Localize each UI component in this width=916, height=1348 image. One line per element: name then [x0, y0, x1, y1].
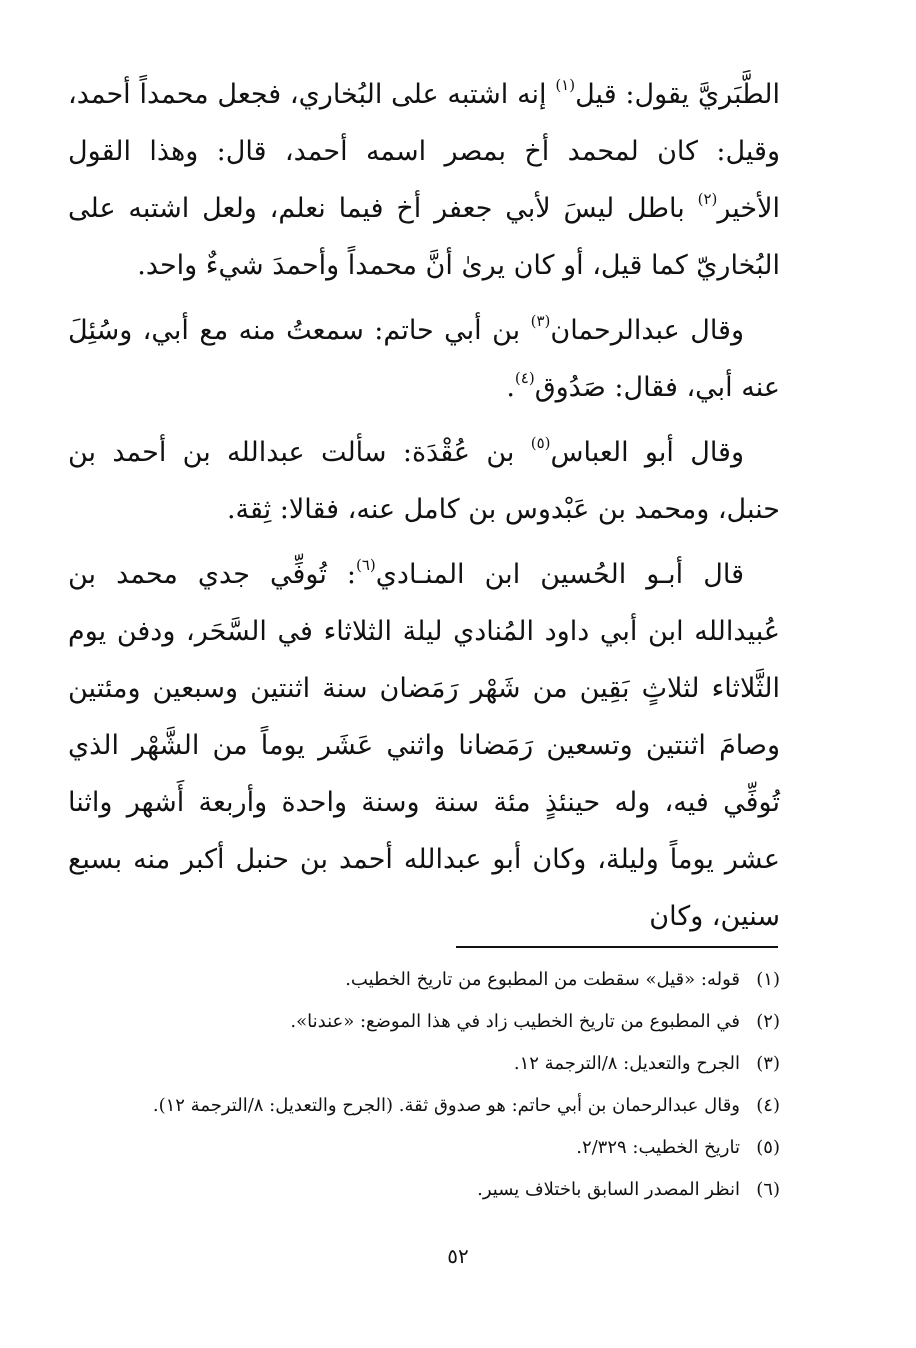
paragraph — [68, 302, 780, 416]
footnote-marker: (٦) — [356, 556, 376, 574]
footnote-number: (٥) — [756, 1137, 780, 1158]
footnote-number: (٤) — [756, 1095, 780, 1116]
footnote-marker: (١) — [555, 76, 576, 94]
text-run: بن عُقْدَة: سألت عبدالله بن أحمد بن حنبل، ومحمد بن عَبْدوس بن كامل عنه، فقالا: ثِقة. — [68, 437, 780, 525]
text-run: : تُوفِّي جدي محمد بن عُبيدالله ابن أبي داود المُنادي ليلة الثلاثاء في السَّحَر، ودفن يوم الثَّلاثاء لثلاثٍ بَقِين من شَهْر رَمَضان سنة اثنتين وسبعين ومئتين وصامَ اثنتين وتسعين رَمَضانا واثني عَشَر يوماً من الشَّهْر الذي تُوفِّي فيه، وله حينئذٍ مئة سنة وسنة واحدة وأربعة أَشهر واثنا عشر يوماً وليلة، وكان أبو عبدالله أحمد بن حنبل أكبر منه بسبع سنين، وكان — [68, 559, 780, 932]
footnote-item — [68, 1004, 780, 1040]
text-run: وقال أبو العباس — [550, 437, 744, 468]
text-run: إنه اشتبه على البُخاري، فجعل محمداً أحمد، وقيل: كان لمحمد أخ بمصر اسمه أحمد، قال: وهذا القول الأخير — [68, 79, 780, 224]
text-run: بن أبي حاتم: سمعتُ منه مع أبي، وسُئِلَ عنه أبي، فقال: صَدُوق — [68, 315, 780, 403]
footnote-text: في المطبوع من تاريخ الخطيب زاد في هذا الموضع: «عندنا». — [290, 1011, 740, 1032]
footnotes-list — [68, 962, 780, 1214]
text-run: باطل ليسَ لأبي جعفر أخ فيما نعلم، ولعل اشتبه على البُخاريّ كما قيل، أو كان يرىٰ أنَّ محمداً وأحمدَ شيءٌ واحد. — [68, 193, 780, 281]
footnote-number: (٢) — [756, 1011, 780, 1032]
footnote-number: (٦) — [756, 1179, 780, 1200]
footnote-item — [68, 962, 780, 998]
footnote-item — [68, 1088, 780, 1124]
paragraph — [68, 424, 780, 538]
paragraph — [68, 546, 780, 945]
footnote-marker: (٣) — [530, 312, 551, 330]
footnote-number: (١) — [756, 969, 780, 990]
footnote-marker: (٢) — [697, 190, 718, 208]
text-run: قال أبـو الحُسين ابن المنـادي — [375, 559, 744, 590]
footnote-text: تاريخ الخطيب: ٢/٣٢٩. — [576, 1137, 740, 1158]
footnote-item — [68, 1130, 780, 1166]
footnote-number: (٣) — [756, 1053, 780, 1074]
footnote-separator — [456, 946, 778, 948]
footnote-text: انظر المصدر السابق باختلاف يسير. — [477, 1179, 740, 1200]
footnote-text: وقال عبدالرحمان بن أبي حاتم: هو صدوق ثقة. (الجرح والتعديل: ٨/الترجمة ١٢). — [152, 1095, 740, 1116]
footnote-text: الجرح والتعديل: ٨/الترجمة ١٢. — [513, 1053, 740, 1074]
main-text — [68, 66, 780, 953]
text-run: وقال عبدالرحمان — [550, 315, 744, 346]
footnote-item — [68, 1046, 780, 1082]
text-run: . — [506, 372, 515, 403]
paragraph — [68, 66, 780, 294]
text-run: الطَّبَريَّ يقول: قيل — [575, 79, 780, 110]
footnote-text: قوله: «قيل» سقطت من المطبوع من تاريخ الخطيب. — [345, 969, 740, 990]
footnote-marker: (٥) — [530, 434, 551, 452]
page-number: ٥٢ — [447, 1244, 469, 1268]
footnote-marker: (٤) — [514, 369, 535, 387]
footnote-item — [68, 1172, 780, 1208]
